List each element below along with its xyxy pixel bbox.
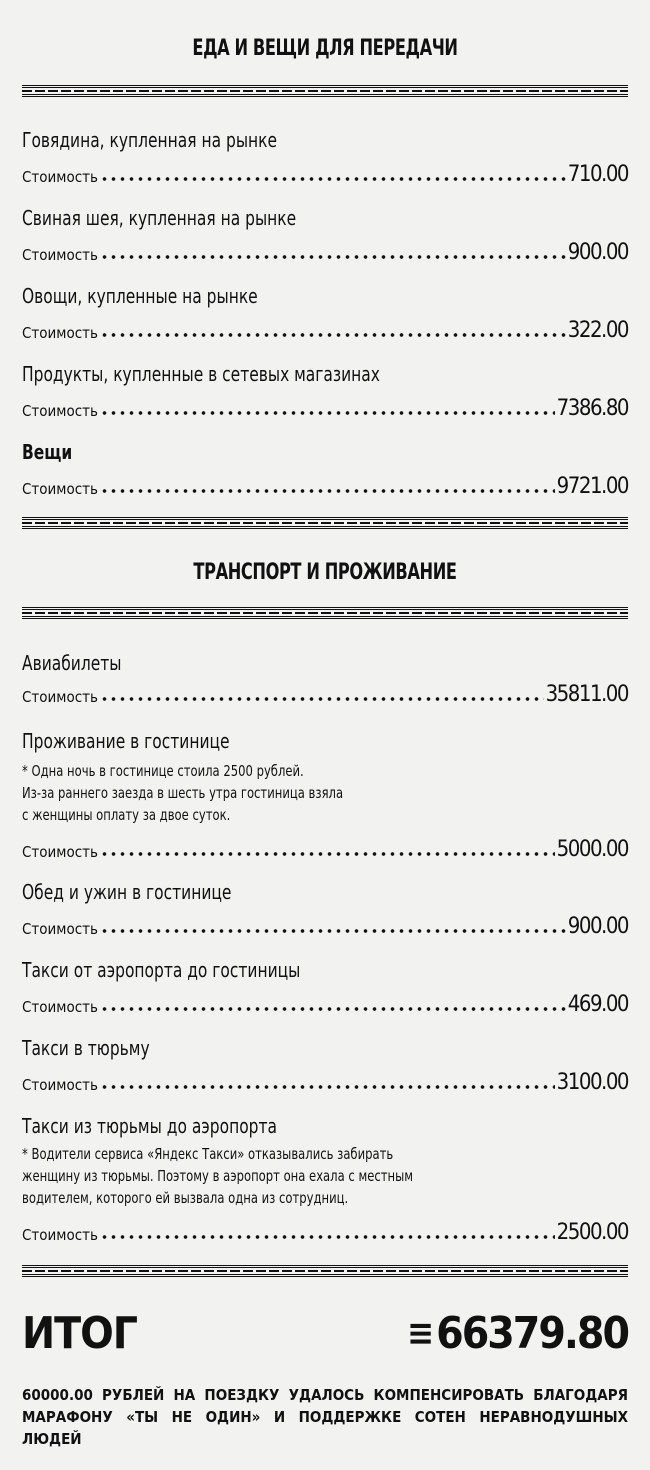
item-title: Вещи	[22, 440, 73, 464]
separator	[22, 607, 628, 619]
dot-leader	[100, 411, 555, 415]
cost-label: Стоимость	[22, 480, 98, 498]
item-title: Обед и ужин в гостинице	[22, 880, 232, 904]
total-amount	[407, 1308, 628, 1359]
dot-leader	[100, 1235, 555, 1239]
cost-label: Стоимость	[22, 843, 98, 861]
cost-value: 2500.00	[556, 1220, 628, 1245]
cost-value: 900.00	[567, 914, 628, 939]
cost-value: 322.00	[567, 318, 628, 343]
cost-row	[22, 680, 628, 706]
cost-value: 7386.80	[556, 396, 628, 421]
cost-value: 3100.00	[556, 1070, 628, 1095]
item-title: Продукты, купленные в сетевых магазинах	[22, 362, 380, 386]
dot-leader	[100, 697, 544, 701]
cost-row	[22, 472, 628, 498]
note-line: водителем, которого ей вызвала одна из сотрудниц.	[22, 1189, 349, 1207]
cost-value: 5000.00	[556, 837, 628, 862]
separator	[22, 1265, 628, 1277]
note-line: * Водители сервиса «Яндекс Такси» отказывались забирать	[22, 1145, 394, 1163]
cost-label: Стоимость	[22, 998, 98, 1016]
cost-row	[22, 1218, 628, 1244]
total-label: ИТОГ	[22, 1308, 138, 1359]
dot-leader	[100, 1085, 555, 1089]
triple-bar-icon: ≡	[407, 1313, 433, 1354]
dot-leader	[100, 929, 566, 933]
cost-row	[22, 1068, 628, 1094]
separator	[22, 85, 628, 97]
cost-value: 9721.00	[556, 474, 628, 499]
cost-label: Стоимость	[22, 920, 98, 938]
cost-row	[22, 990, 628, 1016]
item-title: Такси из тюрьмы до аэропорта	[22, 1114, 277, 1138]
section-heading-food: ЕДА И ВЕЩИ ДЛЯ ПЕРЕДАЧИ	[192, 36, 458, 61]
note-line: Из-за раннего заезда в шесть утра гостиница взяла	[22, 784, 344, 802]
cost-row	[22, 394, 628, 420]
cost-label: Стоимость	[22, 246, 98, 264]
note-line: с женщины оплату за двое суток.	[22, 806, 231, 824]
item-title: Такси в тюрьму	[22, 1036, 150, 1060]
dot-leader	[100, 333, 566, 337]
cost-value: 900.00	[567, 240, 628, 265]
cost-label: Стоимость	[22, 402, 98, 420]
dot-leader	[100, 1007, 566, 1011]
section-heading-transport: ТРАНСПОРТ И ПРОЖИВАНИЕ	[193, 560, 457, 585]
dot-leader	[100, 489, 555, 493]
cost-row	[22, 835, 628, 861]
footer-note: 60000.00 РУБЛЕЙ НА ПОЕЗДКУ УДАЛОСЬ КОМПЕНСИРОВАТЬ БЛАГОДАРЯ МАРАФОНУ «ТЫ НЕ ОДИН» И ПОДДЕРЖКЕ СОТЕН НЕРАВНОДУШНЫХ ЛЮДЕЙ	[22, 1386, 628, 1448]
item-title: Проживание в гостинице	[22, 729, 230, 753]
note-line: женщину из тюрьмы. Поэтому в аэропорт она ехала с местным	[22, 1167, 414, 1185]
cost-value: 35811.00	[545, 682, 628, 707]
cost-label: Стоимость	[22, 1226, 98, 1244]
cost-label: Стоимость	[22, 1076, 98, 1094]
cost-row	[22, 316, 628, 342]
total-value: 66379.80	[436, 1308, 628, 1359]
cost-value: 469.00	[567, 992, 628, 1017]
note-line: * Одна ночь в гостинице стоила 2500 рублей.	[22, 762, 304, 780]
item-title: Свиная шея, купленная на рынке	[22, 206, 297, 230]
separator	[22, 517, 628, 529]
item-title: Овощи, купленные на рынке	[22, 284, 258, 308]
dot-leader	[100, 177, 566, 181]
item-title: Авиабилеты	[22, 651, 122, 675]
cost-label: Стоимость	[22, 168, 98, 186]
dot-leader	[100, 852, 555, 856]
cost-row	[22, 238, 628, 264]
cost-label: Стоимость	[22, 688, 98, 706]
item-title: Такси от аэропорта до гостиницы	[22, 958, 301, 982]
cost-label: Стоимость	[22, 324, 98, 342]
cost-row	[22, 160, 628, 186]
cost-value: 710.00	[567, 162, 628, 187]
item-note	[22, 1143, 413, 1209]
item-title: Говядина, купленная на рынке	[22, 128, 278, 152]
cost-row	[22, 912, 628, 938]
dot-leader	[100, 255, 566, 259]
item-note	[22, 760, 343, 826]
